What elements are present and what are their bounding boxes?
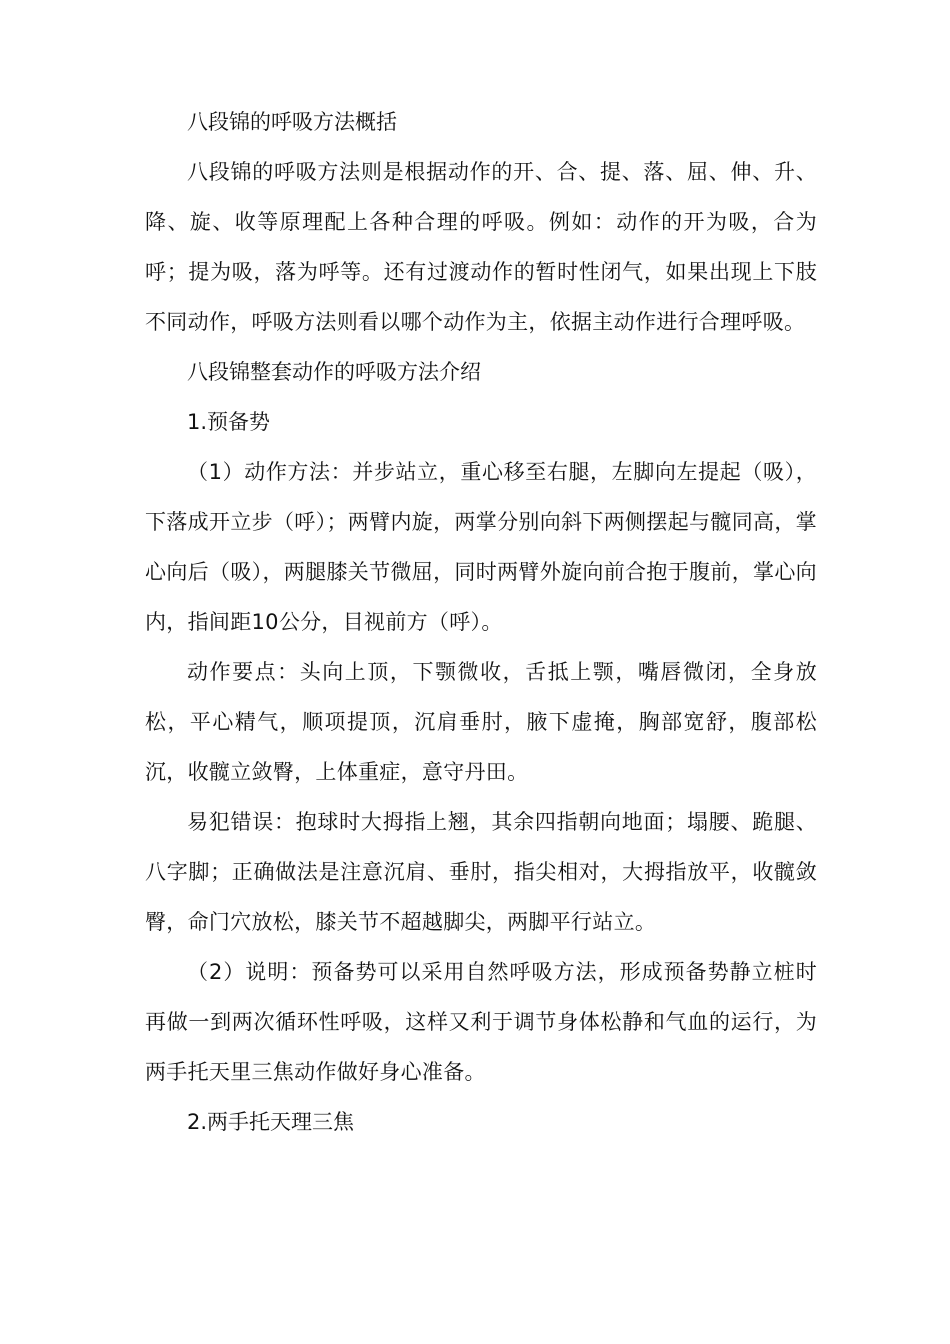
section-heading-breathing-overview: 八段锦的呼吸方法概括 [187, 110, 397, 134]
document-body [145, 97, 817, 1147]
paragraph-movement-method: （1）动作方法：并步站立，重心移至右腿，左脚向左提起（吸），下落成开立步（呼）；两臂内旋，两掌分别向斜下两侧摆起与髋同高，掌心向后（吸），两腿膝关节微屈，同时两臂外旋向前合抱于腹前，掌心向内，指间距10公分，目视前方（呼）。 [145, 460, 817, 634]
section-heading-full-set-breathing: 八段锦整套动作的呼吸方法介绍 [187, 360, 481, 384]
paragraph-common-mistakes: 易犯错误：抱球时大拇指上翘，其余四指朝向地面；塌腰、跪腿、八字脚；正确做法是注意沉肩、垂肘，指尖相对，大拇指放平，收髋敛臀，命门穴放松，膝关节不超越脚尖，两脚平行站立。 [145, 810, 817, 934]
paragraph-explanation: （2）说明：预备势可以采用自然呼吸方法，形成预备势静立桩时再做一到两次循环性呼吸，这样又利于调节身体松静和气血的运行，为两手托天里三焦动作做好身心准备。 [145, 960, 817, 1084]
subsection-heading-two-hands-hold-sky: 2.两手托天理三焦 [187, 1110, 355, 1134]
subsection-heading-preparation: 1.预备势 [187, 410, 271, 434]
paragraph-breathing-principles: 八段锦的呼吸方法则是根据动作的开、合、提、落、屈、伸、升、降、旋、收等原理配上各种合理的呼吸。例如：动作的开为吸，合为呼；提为吸，落为呼等。还有过渡动作的暂时性闭气，如果出现上下肢不同动作，呼吸方法则看以哪个动作为主，依据主动作进行合理呼吸。 [145, 160, 817, 334]
paragraph-movement-key-points: 动作要点：头向上顶，下颚微收，舌抵上颚，嘴唇微闭，全身放松，平心精气，顺项提顶，沉肩垂肘，腋下虚掩，胸部宽舒，腹部松沉，收髋立敛臀，上体重症，意守丹田。 [145, 660, 817, 784]
